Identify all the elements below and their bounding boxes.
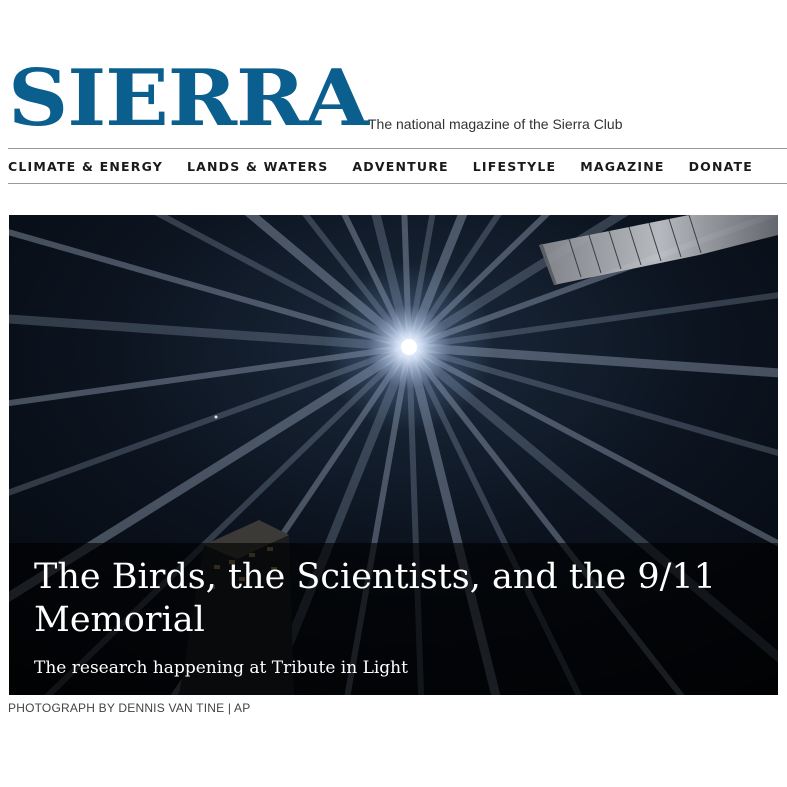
article-subheadline: The research happening at Tribute in Light: [34, 658, 408, 678]
site-tagline: The national magazine of the Sierra Club: [368, 116, 623, 132]
nav-magazine[interactable]: MAGAZINE: [580, 158, 665, 174]
hero-feature[interactable]: [9, 215, 778, 695]
nav-climate-energy[interactable]: CLIMATE & ENERGY: [8, 158, 164, 174]
photo-credit: PHOTOGRAPH BY DENNIS VAN TINE | AP: [8, 701, 251, 715]
nav-lands-waters[interactable]: LANDS & WATERS: [186, 158, 329, 174]
article-headline[interactable]: The Birds, the Scientists, and the 9/11 Memorial: [34, 557, 716, 640]
sierra-logo[interactable]: SIERRA: [8, 53, 368, 144]
headline-overlay: [9, 543, 778, 695]
nav-donate[interactable]: DONATE: [688, 158, 753, 174]
masthead: [8, 53, 787, 144]
nav-lifestyle[interactable]: LIFESTYLE: [472, 158, 557, 174]
nav-adventure[interactable]: ADVENTURE: [352, 158, 449, 174]
main-navigation: [8, 148, 787, 184]
